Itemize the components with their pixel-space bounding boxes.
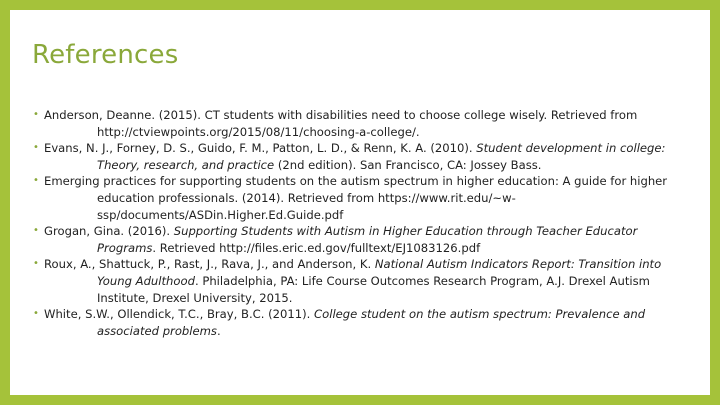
bullet-icon: • xyxy=(33,308,39,320)
reference-text: Emerging practices for supporting students on the autism spectrum in higher education: A guide for higher education professionals. (2014). Retrieved from https://www.rit.edu/~w-ssp/documents/ASDin.Higher.Ed.Guide.pdf xyxy=(44,174,668,222)
reference-item xyxy=(32,173,692,223)
bullet-icon: • xyxy=(33,225,39,237)
slide-title: References xyxy=(32,40,179,70)
reference-text: White, S.W., Ollendick, T.C., Bray, B.C. (2011). xyxy=(44,307,315,322)
references-list xyxy=(32,107,692,339)
reference-title: Supporting Students with Autism in Higher Education through Teacher Educator Programs xyxy=(97,224,638,255)
reference-title: National Autism Indicators Report: Transition into Young Adulthood xyxy=(97,257,662,288)
reference-title: College student on the autism spectrum: Prevalence and associated problems xyxy=(97,307,646,338)
slide xyxy=(10,10,710,395)
reference-text: Grogan, Gina. (2016). xyxy=(44,224,174,239)
reference-item xyxy=(32,223,692,256)
bullet-icon: • xyxy=(33,258,39,270)
bullet-icon: • xyxy=(33,142,39,154)
reference-text: Anderson, Deanne. (2015). CT students with disabilities need to choose college wisely. Retrieved from http://ctviewpoints.org/2015/08/11/choosing-a-college/. xyxy=(44,108,638,139)
reference-item xyxy=(32,140,692,173)
reference-text: Evans, N. J., Forney, D. S., Guido, F. M., Patton, L. D., & Renn, K. A. (2010). xyxy=(44,141,477,156)
reference-item xyxy=(32,306,692,339)
reference-text-end: . Retrieved http://files.eric.ed.gov/fulltext/EJ1083126.pdf xyxy=(152,240,481,255)
bullet-icon: • xyxy=(33,109,39,120)
reference-item xyxy=(32,256,692,306)
reference-text-end: . xyxy=(216,323,221,338)
reference-title: Student development in college: Theory, research, and practice xyxy=(97,141,666,172)
bullet-icon: • xyxy=(33,175,39,187)
reference-text-end: . Philadelphia, PA: Life Course Outcomes Research Program, A.J. Drexel Autism Institute, Drexel University, 2015. xyxy=(97,273,650,305)
reference-text: Roux, A., Shattuck, P., Rast, J., Rava, J., and Anderson, K. xyxy=(44,257,375,272)
reference-text-end: (2nd edition). San Francisco, CA: Jossey Bass. xyxy=(274,157,542,172)
reference-item xyxy=(32,107,692,140)
